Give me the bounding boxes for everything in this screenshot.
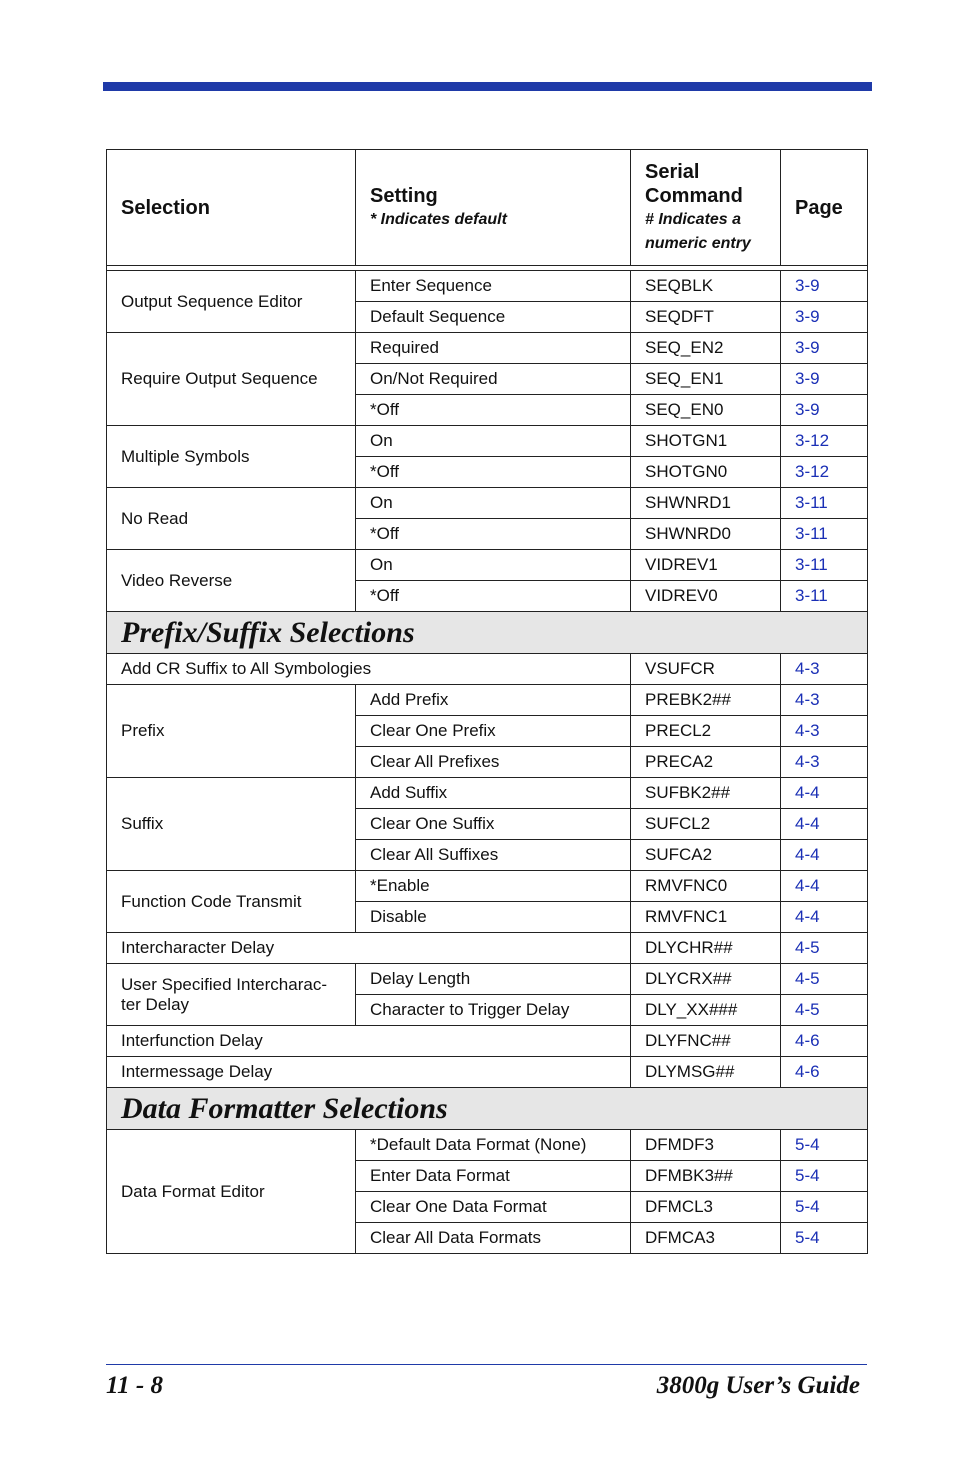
table-row: [107, 871, 868, 902]
table-row: [107, 778, 868, 809]
command-cell: VIDREV0: [631, 581, 781, 612]
setting-cell: Enter Data Format: [356, 1161, 631, 1192]
page-link[interactable]: 3-9: [781, 302, 868, 333]
section-title-data-formatter: Data Formatter Selections: [107, 1088, 868, 1130]
page-link[interactable]: 4-5: [781, 995, 868, 1026]
page-link[interactable]: 4-6: [781, 1057, 868, 1088]
page-link[interactable]: 5-4: [781, 1161, 868, 1192]
command-cell: VIDREV1: [631, 550, 781, 581]
setting-cell: Clear One Suffix: [356, 809, 631, 840]
command-cell: RMVFNC1: [631, 902, 781, 933]
selection-cell: Data Format Editor: [107, 1130, 356, 1254]
header-serial-command: Serial Command # Indicates a numeric entry: [631, 150, 781, 266]
page-link[interactable]: 3-11: [781, 519, 868, 550]
command-cell: DLYCRX##: [631, 964, 781, 995]
command-cell: SEQ_EN1: [631, 364, 781, 395]
command-cell: SHOTGN1: [631, 426, 781, 457]
page-link[interactable]: 4-4: [781, 902, 868, 933]
header-page: Page: [781, 150, 868, 266]
command-cell: VSUFCR: [631, 654, 781, 685]
footer-rule: [106, 1364, 867, 1365]
table-row: [107, 426, 868, 457]
command-cell: DLYCHR##: [631, 933, 781, 964]
page-link[interactable]: 5-4: [781, 1192, 868, 1223]
setting-cell: Clear One Prefix: [356, 716, 631, 747]
setting-cell: *Enable: [356, 871, 631, 902]
page-link[interactable]: 4-3: [781, 716, 868, 747]
setting-cell: Character to Trigger Delay: [356, 995, 631, 1026]
selection-cell: Function Code Transmit: [107, 871, 356, 933]
table-row: [107, 933, 868, 964]
table-header-row: [107, 150, 868, 266]
table-row: [107, 1026, 868, 1057]
command-cell: SHWNRD0: [631, 519, 781, 550]
setting-cell: *Off: [356, 457, 631, 488]
setting-cell: On: [356, 488, 631, 519]
command-cell: SEQ_EN0: [631, 395, 781, 426]
page-link[interactable]: 3-11: [781, 550, 868, 581]
setting-cell: Clear All Prefixes: [356, 747, 631, 778]
settings-table: [106, 149, 868, 1254]
selection-cell: Output Sequence Editor: [107, 271, 356, 333]
table-row: [107, 964, 868, 995]
command-cell: SUFCL2: [631, 809, 781, 840]
page-link[interactable]: 3-9: [781, 271, 868, 302]
selection-cell: Add CR Suffix to All Symbologies: [107, 654, 631, 685]
page-link[interactable]: 3-9: [781, 333, 868, 364]
command-cell: DFMCL3: [631, 1192, 781, 1223]
setting-cell: Delay Length: [356, 964, 631, 995]
setting-cell: Add Prefix: [356, 685, 631, 716]
table-row: [107, 333, 868, 364]
selection-cell: Interfunction Delay: [107, 1026, 631, 1057]
command-cell: DFMDF3: [631, 1130, 781, 1161]
selection-cell: Multiple Symbols: [107, 426, 356, 488]
command-cell: SEQDFT: [631, 302, 781, 333]
section-header-row: [107, 612, 868, 654]
page-link[interactable]: 3-11: [781, 581, 868, 612]
selection-cell: Require Output Sequence: [107, 333, 356, 426]
page-link[interactable]: 3-9: [781, 364, 868, 395]
footer-page-number: 11 - 8: [106, 1372, 163, 1399]
setting-cell: Clear All Suffixes: [356, 840, 631, 871]
table-row: [107, 550, 868, 581]
selection-cell: No Read: [107, 488, 356, 550]
page-link[interactable]: 4-4: [781, 840, 868, 871]
page-link[interactable]: 4-3: [781, 654, 868, 685]
page-link[interactable]: 4-4: [781, 871, 868, 902]
section-title-prefix-suffix: Prefix/Suffix Selections: [107, 612, 868, 654]
selection-cell: Suffix: [107, 778, 356, 871]
setting-cell: Clear All Data Formats: [356, 1223, 631, 1254]
page-link[interactable]: 4-5: [781, 933, 868, 964]
table-row: [107, 271, 868, 302]
page-link[interactable]: 4-3: [781, 747, 868, 778]
command-cell: DLY_XX###: [631, 995, 781, 1026]
setting-cell: Required: [356, 333, 631, 364]
command-cell: SUFCA2: [631, 840, 781, 871]
setting-cell: Enter Sequence: [356, 271, 631, 302]
page-link[interactable]: 3-12: [781, 426, 868, 457]
table-row: [107, 488, 868, 519]
table-row: [107, 654, 868, 685]
page-link[interactable]: 4-5: [781, 964, 868, 995]
page-link[interactable]: 4-4: [781, 778, 868, 809]
selection-cell: Intermessage Delay: [107, 1057, 631, 1088]
page-link[interactable]: 3-9: [781, 395, 868, 426]
command-cell: SHWNRD1: [631, 488, 781, 519]
command-cell: RMVFNC0: [631, 871, 781, 902]
setting-cell: On: [356, 550, 631, 581]
setting-cell: Clear One Data Format: [356, 1192, 631, 1223]
setting-cell: Default Sequence: [356, 302, 631, 333]
page-link[interactable]: 4-6: [781, 1026, 868, 1057]
command-cell: SHOTGN0: [631, 457, 781, 488]
page-link[interactable]: 3-11: [781, 488, 868, 519]
command-cell: SEQ_EN2: [631, 333, 781, 364]
footer-guide-title: 3800g User’s Guide: [656, 1372, 860, 1399]
setting-cell: Disable: [356, 902, 631, 933]
selection-cell: Prefix: [107, 685, 356, 778]
command-cell: SEQBLK: [631, 271, 781, 302]
command-cell: DFMBK3##: [631, 1161, 781, 1192]
selection-cell: Intercharacter Delay: [107, 933, 631, 964]
setting-cell: On/Not Required: [356, 364, 631, 395]
command-cell: DFMCA3: [631, 1223, 781, 1254]
command-cell: PRECL2: [631, 716, 781, 747]
command-cell: PREBK2##: [631, 685, 781, 716]
setting-cell: *Default Data Format (None): [356, 1130, 631, 1161]
table-row: [107, 1057, 868, 1088]
page-link[interactable]: 5-4: [781, 1130, 868, 1161]
setting-cell: On: [356, 426, 631, 457]
setting-cell: *Off: [356, 581, 631, 612]
header-selection: Selection: [107, 150, 356, 266]
setting-cell: *Off: [356, 519, 631, 550]
table-row: [107, 1130, 868, 1161]
page-link[interactable]: 4-4: [781, 809, 868, 840]
table-row: [107, 685, 868, 716]
command-cell: DLYMSG##: [631, 1057, 781, 1088]
command-cell: DLYFNC##: [631, 1026, 781, 1057]
command-cell: PRECA2: [631, 747, 781, 778]
setting-cell: *Off: [356, 395, 631, 426]
selection-cell: User Specified Intercharac- ter Delay: [107, 964, 356, 1026]
header-rule: [103, 82, 872, 91]
command-cell: SUFBK2##: [631, 778, 781, 809]
header-setting: Setting * Indicates default: [356, 150, 631, 266]
page-link[interactable]: 5-4: [781, 1223, 868, 1254]
selection-cell: Video Reverse: [107, 550, 356, 612]
section-header-row: [107, 1088, 868, 1130]
page-link[interactable]: 4-3: [781, 685, 868, 716]
setting-cell: Add Suffix: [356, 778, 631, 809]
page-link[interactable]: 3-12: [781, 457, 868, 488]
